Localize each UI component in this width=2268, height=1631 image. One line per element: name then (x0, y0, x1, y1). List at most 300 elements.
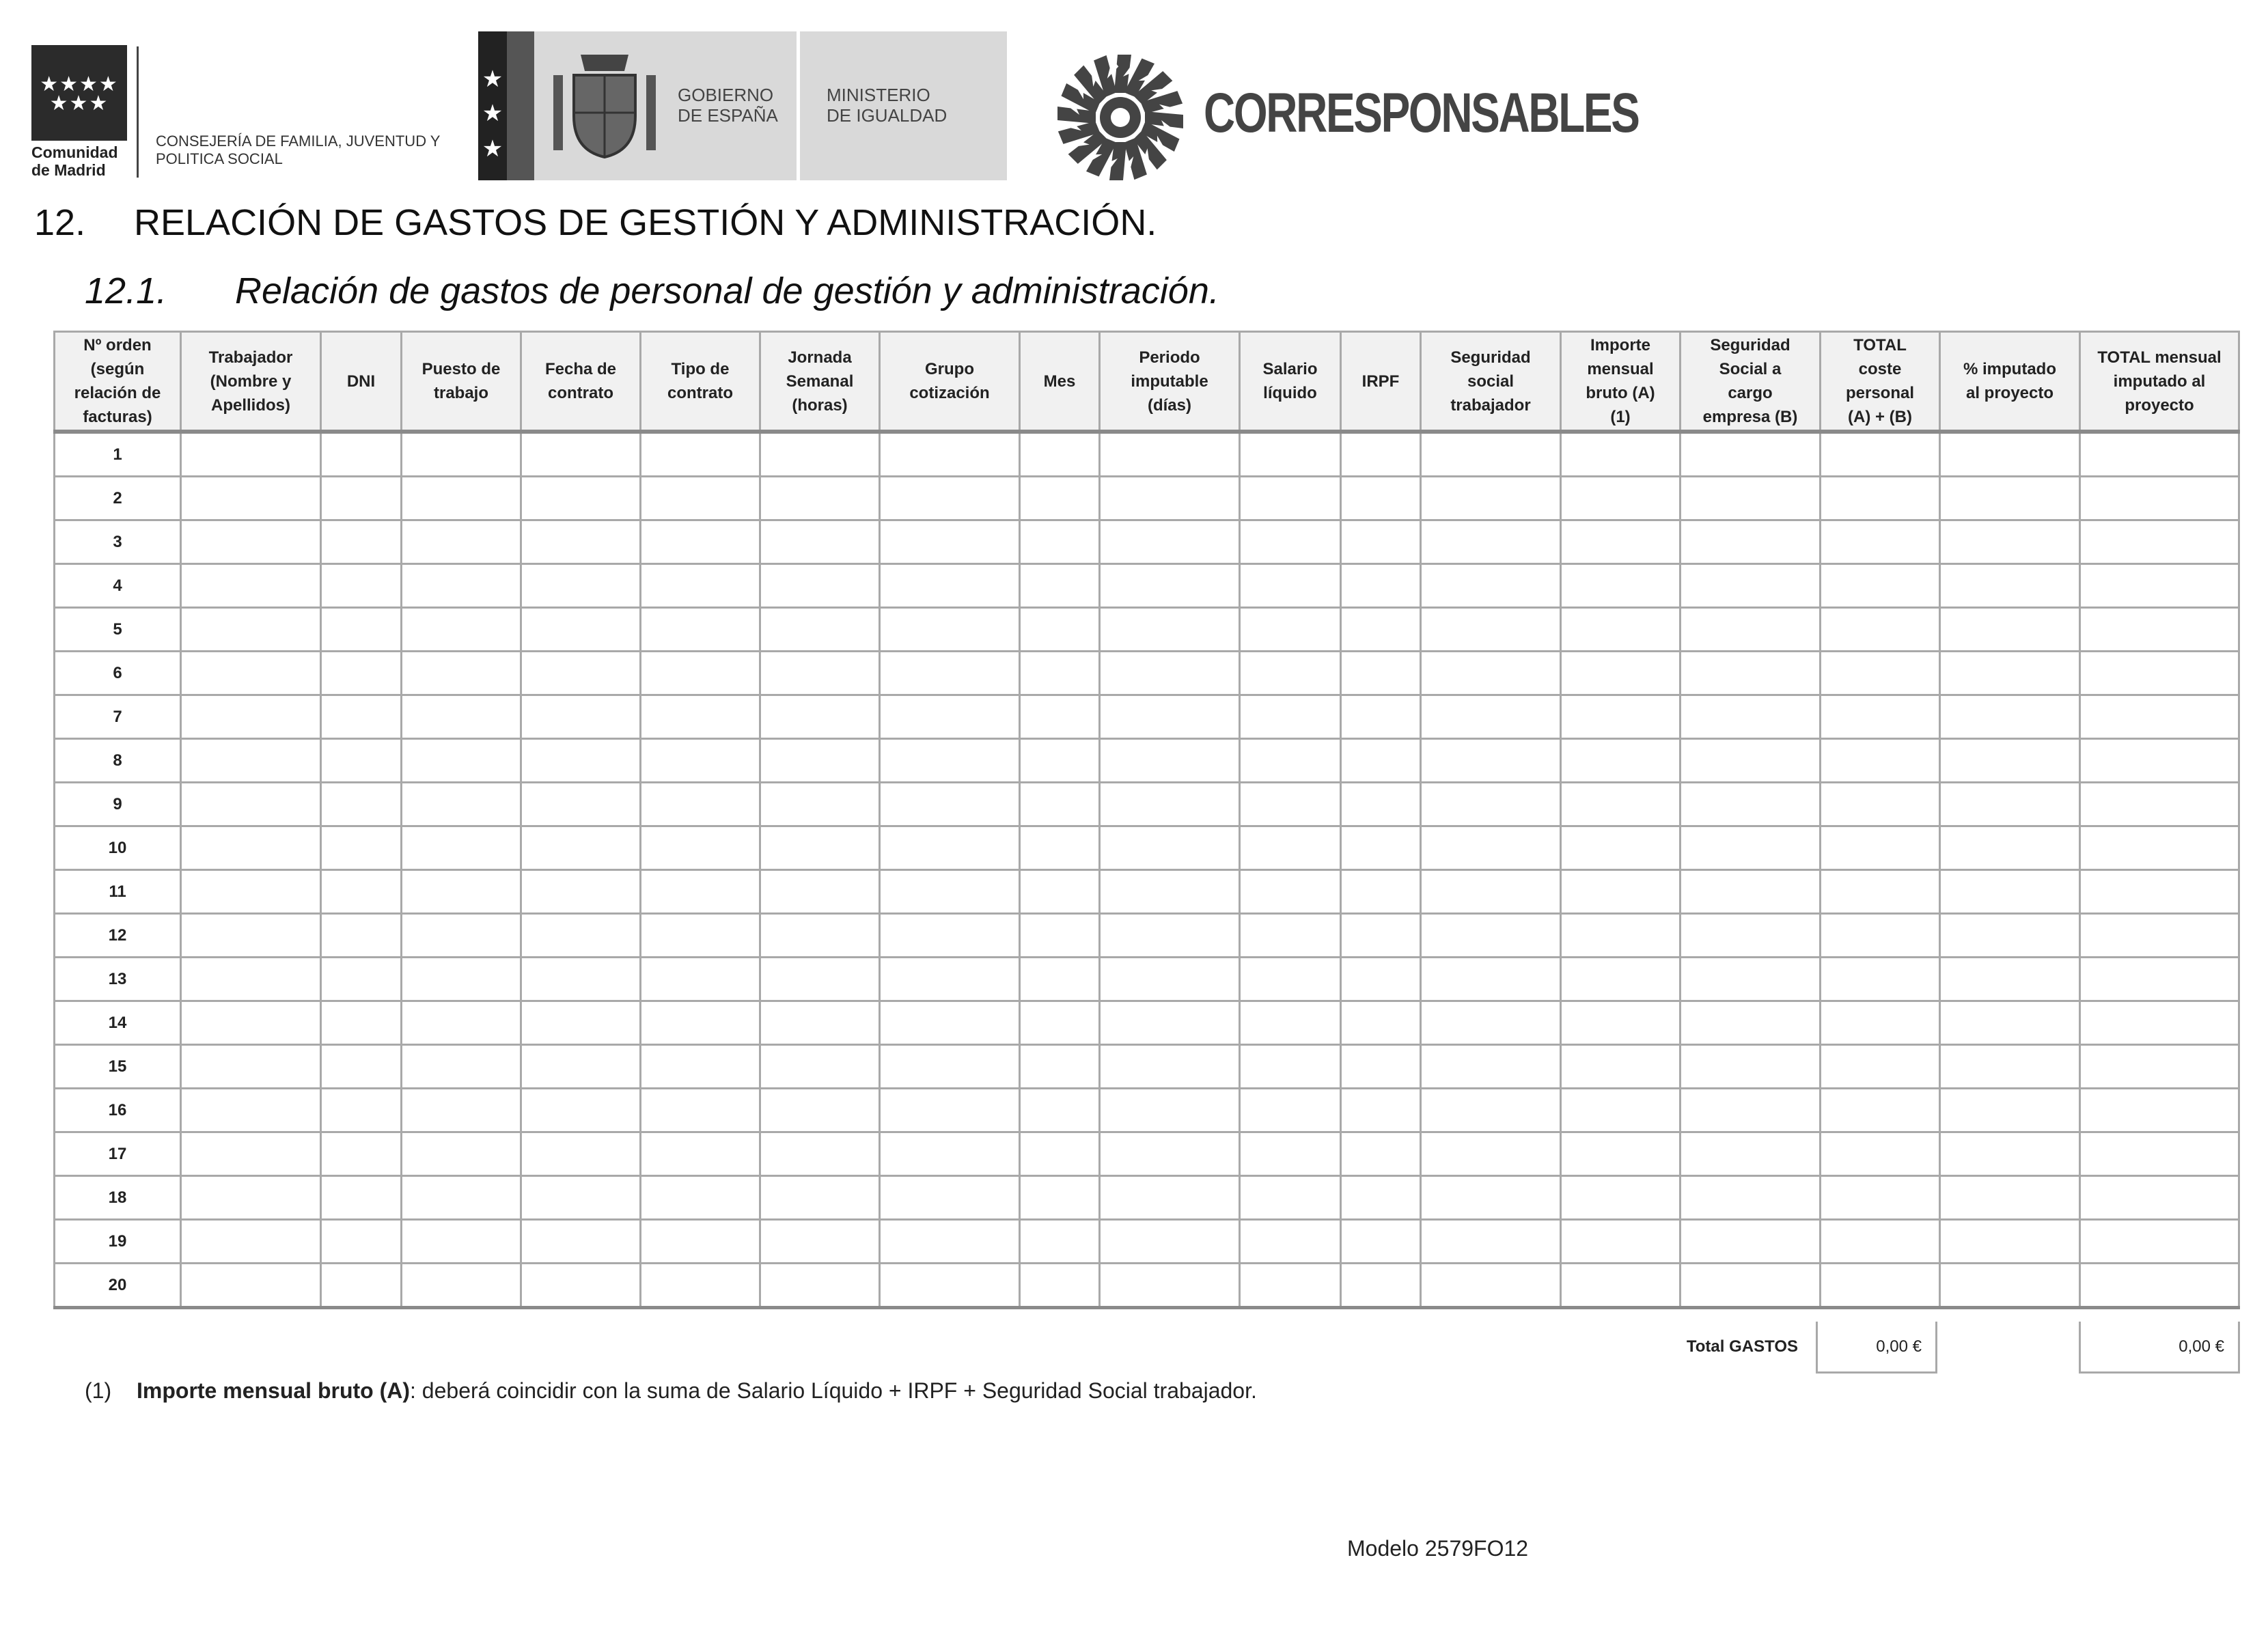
table-cell[interactable] (880, 608, 1020, 652)
table-cell[interactable] (1341, 783, 1421, 826)
table-cell[interactable] (760, 432, 880, 477)
table-cell[interactable] (521, 564, 641, 608)
table-cell[interactable] (181, 826, 321, 870)
table-cell[interactable] (760, 958, 880, 1001)
table-cell[interactable] (760, 652, 880, 695)
table-cell[interactable] (760, 1001, 880, 1045)
table-cell[interactable] (1821, 958, 1940, 1001)
table-cell[interactable] (1421, 477, 1561, 520)
table-cell[interactable] (880, 1045, 1020, 1089)
table-cell[interactable] (1821, 695, 1940, 739)
table-cell[interactable] (1421, 520, 1561, 564)
table-cell[interactable] (880, 1176, 1020, 1220)
table-cell[interactable] (1020, 1045, 1100, 1089)
table-cell[interactable] (1020, 826, 1100, 870)
table-cell[interactable] (1341, 739, 1421, 783)
table-cell[interactable] (1821, 914, 1940, 958)
table-cell[interactable] (1821, 1001, 1940, 1045)
table-cell[interactable] (641, 1045, 760, 1089)
table-cell[interactable] (2080, 1001, 2239, 1045)
table-cell[interactable] (1821, 1089, 1940, 1132)
table-cell[interactable] (1940, 1089, 2080, 1132)
table-cell[interactable] (321, 520, 402, 564)
table-cell[interactable] (181, 1264, 321, 1308)
table-cell[interactable] (1821, 1045, 1940, 1089)
table-cell[interactable] (760, 608, 880, 652)
table-cell[interactable] (181, 1220, 321, 1264)
table-cell[interactable] (1100, 826, 1240, 870)
table-cell[interactable] (521, 958, 641, 1001)
table-cell[interactable] (1240, 914, 1341, 958)
table-cell[interactable] (1240, 520, 1341, 564)
table-cell[interactable] (1421, 914, 1561, 958)
table-cell[interactable] (641, 1176, 760, 1220)
table-cell[interactable] (181, 1089, 321, 1132)
table-cell[interactable] (880, 1089, 1020, 1132)
table-cell[interactable] (1940, 1176, 2080, 1220)
table-cell[interactable] (521, 520, 641, 564)
table-cell[interactable] (1561, 1089, 1681, 1132)
table-cell[interactable] (521, 1001, 641, 1045)
table-cell[interactable] (1940, 870, 2080, 914)
table-cell[interactable] (321, 914, 402, 958)
table-cell[interactable] (1940, 1220, 2080, 1264)
table-cell[interactable] (1681, 870, 1821, 914)
table-cell[interactable] (880, 1264, 1020, 1308)
table-cell[interactable] (1240, 783, 1341, 826)
table-cell[interactable] (1821, 1176, 1940, 1220)
table-cell[interactable] (880, 914, 1020, 958)
table-cell[interactable] (181, 1001, 321, 1045)
table-cell[interactable] (880, 695, 1020, 739)
table-cell[interactable] (521, 783, 641, 826)
table-cell[interactable] (1821, 870, 1940, 914)
table-cell[interactable] (402, 695, 521, 739)
table-cell[interactable] (760, 870, 880, 914)
table-cell[interactable] (1421, 1089, 1561, 1132)
table-cell[interactable] (880, 564, 1020, 608)
table-cell[interactable] (880, 1001, 1020, 1045)
table-cell[interactable] (321, 432, 402, 477)
table-cell[interactable] (1681, 1132, 1821, 1176)
table-cell[interactable] (760, 1220, 880, 1264)
table-cell[interactable] (2080, 914, 2239, 958)
table-cell[interactable] (181, 914, 321, 958)
table-cell[interactable] (1020, 652, 1100, 695)
table-cell[interactable] (1681, 1089, 1821, 1132)
table-cell[interactable] (2080, 783, 2239, 826)
table-cell[interactable] (1240, 1220, 1341, 1264)
table-cell[interactable] (321, 870, 402, 914)
table-cell[interactable] (1561, 1264, 1681, 1308)
table-cell[interactable] (641, 477, 760, 520)
table-cell[interactable] (1561, 564, 1681, 608)
table-cell[interactable] (1561, 826, 1681, 870)
table-cell[interactable] (1341, 958, 1421, 1001)
table-cell[interactable] (181, 783, 321, 826)
table-cell[interactable] (402, 1045, 521, 1089)
table-cell[interactable] (402, 564, 521, 608)
table-cell[interactable] (181, 477, 321, 520)
table-cell[interactable] (880, 652, 1020, 695)
table-cell[interactable] (1100, 958, 1240, 1001)
table-cell[interactable] (521, 695, 641, 739)
table-cell[interactable] (2080, 1132, 2239, 1176)
table-cell[interactable] (1240, 564, 1341, 608)
table-cell[interactable] (1821, 1220, 1940, 1264)
table-cell[interactable] (760, 1045, 880, 1089)
table-cell[interactable] (181, 564, 321, 608)
table-cell[interactable] (321, 1132, 402, 1176)
table-cell[interactable] (1421, 1220, 1561, 1264)
table-cell[interactable] (1020, 783, 1100, 826)
table-cell[interactable] (1240, 1176, 1341, 1220)
table-cell[interactable] (1240, 432, 1341, 477)
table-cell[interactable] (1020, 1220, 1100, 1264)
table-cell[interactable] (1561, 477, 1681, 520)
table-cell[interactable] (2080, 1089, 2239, 1132)
table-cell[interactable] (641, 695, 760, 739)
table-cell[interactable] (402, 783, 521, 826)
table-cell[interactable] (1421, 564, 1561, 608)
table-cell[interactable] (1421, 1132, 1561, 1176)
table-cell[interactable] (181, 958, 321, 1001)
table-cell[interactable] (760, 564, 880, 608)
table-cell[interactable] (321, 783, 402, 826)
table-cell[interactable] (521, 1045, 641, 1089)
table-cell[interactable] (760, 1089, 880, 1132)
table-cell[interactable] (1940, 432, 2080, 477)
table-cell[interactable] (1240, 826, 1341, 870)
table-cell[interactable] (880, 1220, 1020, 1264)
table-cell[interactable] (1821, 1132, 1940, 1176)
table-cell[interactable] (1421, 870, 1561, 914)
table-cell[interactable] (2080, 564, 2239, 608)
table-cell[interactable] (641, 826, 760, 870)
table-cell[interactable] (1100, 1001, 1240, 1045)
table-cell[interactable] (1100, 783, 1240, 826)
table-cell[interactable] (521, 1220, 641, 1264)
table-cell[interactable] (181, 652, 321, 695)
table-cell[interactable] (1681, 1220, 1821, 1264)
table-cell[interactable] (181, 1132, 321, 1176)
table-cell[interactable] (181, 520, 321, 564)
table-cell[interactable] (181, 608, 321, 652)
table-cell[interactable] (1020, 520, 1100, 564)
table-cell[interactable] (1561, 783, 1681, 826)
table-cell[interactable] (1240, 958, 1341, 1001)
table-cell[interactable] (1821, 739, 1940, 783)
table-cell[interactable] (1240, 1045, 1341, 1089)
table-cell[interactable] (760, 914, 880, 958)
table-cell[interactable] (2080, 652, 2239, 695)
table-cell[interactable] (402, 826, 521, 870)
table-cell[interactable] (321, 1176, 402, 1220)
table-cell[interactable] (2080, 826, 2239, 870)
table-cell[interactable] (1020, 608, 1100, 652)
table-cell[interactable] (641, 870, 760, 914)
table-cell[interactable] (1821, 783, 1940, 826)
table-cell[interactable] (1940, 783, 2080, 826)
table-cell[interactable] (880, 826, 1020, 870)
table-cell[interactable] (2080, 1220, 2239, 1264)
table-cell[interactable] (1341, 1176, 1421, 1220)
table-cell[interactable] (1681, 477, 1821, 520)
table-cell[interactable] (1240, 608, 1341, 652)
table-cell[interactable] (1940, 520, 2080, 564)
table-cell[interactable] (2080, 739, 2239, 783)
table-cell[interactable] (402, 958, 521, 1001)
table-cell[interactable] (521, 1089, 641, 1132)
table-cell[interactable] (1341, 1001, 1421, 1045)
table-cell[interactable] (1421, 695, 1561, 739)
table-cell[interactable] (1561, 520, 1681, 564)
table-cell[interactable] (641, 520, 760, 564)
table-cell[interactable] (1020, 1264, 1100, 1308)
table-cell[interactable] (1341, 1220, 1421, 1264)
table-cell[interactable] (1341, 1132, 1421, 1176)
table-cell[interactable] (1681, 914, 1821, 958)
table-cell[interactable] (321, 1220, 402, 1264)
table-cell[interactable] (1821, 432, 1940, 477)
table-cell[interactable] (1561, 1220, 1681, 1264)
table-cell[interactable] (1561, 739, 1681, 783)
table-cell[interactable] (880, 739, 1020, 783)
table-cell[interactable] (1341, 695, 1421, 739)
table-cell[interactable] (1240, 1089, 1341, 1132)
table-cell[interactable] (641, 1001, 760, 1045)
table-cell[interactable] (402, 1001, 521, 1045)
table-cell[interactable] (2080, 1264, 2239, 1308)
table-cell[interactable] (321, 958, 402, 1001)
table-cell[interactable] (1940, 695, 2080, 739)
table-cell[interactable] (521, 1132, 641, 1176)
table-cell[interactable] (1341, 520, 1421, 564)
table-cell[interactable] (1561, 608, 1681, 652)
table-cell[interactable] (1240, 477, 1341, 520)
table-cell[interactable] (2080, 608, 2239, 652)
table-cell[interactable] (1240, 1132, 1341, 1176)
table-cell[interactable] (1100, 870, 1240, 914)
table-cell[interactable] (1100, 914, 1240, 958)
table-cell[interactable] (641, 432, 760, 477)
table-cell[interactable] (1100, 477, 1240, 520)
table-cell[interactable] (760, 520, 880, 564)
table-cell[interactable] (1561, 870, 1681, 914)
table-cell[interactable] (1341, 914, 1421, 958)
table-cell[interactable] (641, 1220, 760, 1264)
table-cell[interactable] (181, 739, 321, 783)
table-cell[interactable] (402, 1220, 521, 1264)
table-cell[interactable] (1681, 958, 1821, 1001)
table-cell[interactable] (321, 652, 402, 695)
table-cell[interactable] (1020, 477, 1100, 520)
table-cell[interactable] (880, 870, 1020, 914)
table-cell[interactable] (2080, 477, 2239, 520)
table-cell[interactable] (880, 520, 1020, 564)
table-cell[interactable] (521, 608, 641, 652)
table-cell[interactable] (1821, 564, 1940, 608)
table-cell[interactable] (321, 608, 402, 652)
table-cell[interactable] (521, 652, 641, 695)
table-cell[interactable] (1421, 608, 1561, 652)
table-cell[interactable] (521, 914, 641, 958)
table-cell[interactable] (1681, 564, 1821, 608)
table-cell[interactable] (1020, 870, 1100, 914)
table-cell[interactable] (1421, 1001, 1561, 1045)
table-cell[interactable] (1681, 520, 1821, 564)
table-cell[interactable] (1421, 958, 1561, 1001)
table-cell[interactable] (181, 432, 321, 477)
table-cell[interactable] (641, 783, 760, 826)
table-cell[interactable] (1940, 652, 2080, 695)
table-cell[interactable] (1100, 1176, 1240, 1220)
table-cell[interactable] (1341, 1089, 1421, 1132)
table-cell[interactable] (1100, 652, 1240, 695)
table-cell[interactable] (521, 870, 641, 914)
table-cell[interactable] (1561, 432, 1681, 477)
table-cell[interactable] (321, 695, 402, 739)
table-cell[interactable] (181, 1045, 321, 1089)
table-cell[interactable] (1681, 695, 1821, 739)
table-cell[interactable] (181, 870, 321, 914)
table-cell[interactable] (2080, 870, 2239, 914)
table-cell[interactable] (1240, 870, 1341, 914)
table-cell[interactable] (1020, 564, 1100, 608)
table-cell[interactable] (641, 1264, 760, 1308)
table-cell[interactable] (1940, 477, 2080, 520)
table-cell[interactable] (321, 1264, 402, 1308)
table-cell[interactable] (880, 1132, 1020, 1176)
table-cell[interactable] (2080, 432, 2239, 477)
table-cell[interactable] (1020, 739, 1100, 783)
table-cell[interactable] (1100, 739, 1240, 783)
table-cell[interactable] (1561, 1176, 1681, 1220)
table-cell[interactable] (760, 1176, 880, 1220)
table-cell[interactable] (1421, 783, 1561, 826)
table-cell[interactable] (1821, 608, 1940, 652)
table-cell[interactable] (181, 1176, 321, 1220)
table-cell[interactable] (1940, 914, 2080, 958)
table-cell[interactable] (1240, 1001, 1341, 1045)
table-cell[interactable] (1240, 1264, 1341, 1308)
table-cell[interactable] (321, 477, 402, 520)
table-cell[interactable] (1681, 1264, 1821, 1308)
table-cell[interactable] (760, 739, 880, 783)
table-cell[interactable] (402, 1132, 521, 1176)
table-cell[interactable] (1341, 652, 1421, 695)
table-cell[interactable] (1100, 608, 1240, 652)
table-cell[interactable] (1561, 1132, 1681, 1176)
table-cell[interactable] (1940, 1001, 2080, 1045)
table-cell[interactable] (1561, 652, 1681, 695)
table-cell[interactable] (760, 826, 880, 870)
table-cell[interactable] (1940, 564, 2080, 608)
table-cell[interactable] (321, 739, 402, 783)
table-cell[interactable] (760, 1264, 880, 1308)
table-cell[interactable] (2080, 520, 2239, 564)
table-cell[interactable] (1100, 695, 1240, 739)
table-cell[interactable] (1341, 1045, 1421, 1089)
table-cell[interactable] (521, 1264, 641, 1308)
table-cell[interactable] (1681, 608, 1821, 652)
table-cell[interactable] (1341, 608, 1421, 652)
table-cell[interactable] (321, 1089, 402, 1132)
table-cell[interactable] (402, 739, 521, 783)
table-cell[interactable] (1100, 432, 1240, 477)
table-cell[interactable] (1561, 695, 1681, 739)
table-cell[interactable] (1940, 608, 2080, 652)
table-cell[interactable] (1421, 1176, 1561, 1220)
table-cell[interactable] (402, 432, 521, 477)
table-cell[interactable] (1821, 652, 1940, 695)
table-cell[interactable] (1100, 1089, 1240, 1132)
table-cell[interactable] (1821, 520, 1940, 564)
table-cell[interactable] (521, 826, 641, 870)
table-cell[interactable] (1681, 783, 1821, 826)
table-cell[interactable] (1421, 739, 1561, 783)
table-cell[interactable] (1561, 1045, 1681, 1089)
table-cell[interactable] (880, 477, 1020, 520)
table-cell[interactable] (1341, 826, 1421, 870)
table-cell[interactable] (1940, 826, 2080, 870)
table-cell[interactable] (402, 477, 521, 520)
table-cell[interactable] (1240, 695, 1341, 739)
table-cell[interactable] (1821, 477, 1940, 520)
table-cell[interactable] (760, 783, 880, 826)
table-cell[interactable] (641, 564, 760, 608)
table-cell[interactable] (1100, 1045, 1240, 1089)
table-cell[interactable] (1561, 958, 1681, 1001)
table-cell[interactable] (1421, 652, 1561, 695)
table-cell[interactable] (1561, 1001, 1681, 1045)
table-cell[interactable] (1421, 432, 1561, 477)
table-cell[interactable] (402, 1089, 521, 1132)
table-cell[interactable] (1020, 1132, 1100, 1176)
table-cell[interactable] (641, 1089, 760, 1132)
table-cell[interactable] (402, 914, 521, 958)
table-cell[interactable] (1341, 477, 1421, 520)
table-cell[interactable] (521, 432, 641, 477)
table-cell[interactable] (1020, 914, 1100, 958)
table-cell[interactable] (521, 477, 641, 520)
table-cell[interactable] (1240, 652, 1341, 695)
table-cell[interactable] (402, 608, 521, 652)
table-cell[interactable] (1100, 1132, 1240, 1176)
table-cell[interactable] (1100, 564, 1240, 608)
table-cell[interactable] (402, 870, 521, 914)
table-cell[interactable] (641, 652, 760, 695)
table-cell[interactable] (402, 1176, 521, 1220)
table-cell[interactable] (880, 783, 1020, 826)
table-cell[interactable] (1940, 958, 2080, 1001)
table-cell[interactable] (1681, 1176, 1821, 1220)
table-cell[interactable] (1020, 1089, 1100, 1132)
table-cell[interactable] (1940, 739, 2080, 783)
table-cell[interactable] (641, 608, 760, 652)
table-cell[interactable] (880, 432, 1020, 477)
table-cell[interactable] (1341, 870, 1421, 914)
table-cell[interactable] (2080, 1045, 2239, 1089)
table-cell[interactable] (1100, 520, 1240, 564)
table-cell[interactable] (402, 520, 521, 564)
table-cell[interactable] (760, 695, 880, 739)
table-cell[interactable] (1020, 695, 1100, 739)
table-cell[interactable] (880, 958, 1020, 1001)
table-cell[interactable] (1341, 564, 1421, 608)
table-cell[interactable] (402, 1264, 521, 1308)
table-cell[interactable] (1100, 1220, 1240, 1264)
